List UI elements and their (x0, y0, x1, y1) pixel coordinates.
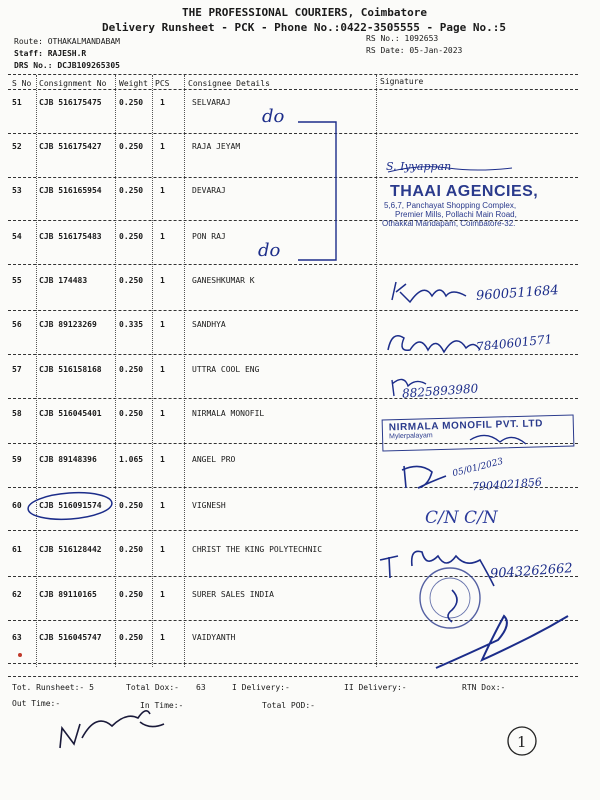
signature-stroke (388, 167, 512, 172)
page-mark: 1 (517, 733, 527, 751)
i-delivery: I Delivery:- (232, 683, 290, 692)
rs-date: RS Date: 05-Jan-2023 (366, 46, 463, 55)
row-weight: 0.250 (119, 98, 144, 107)
row-sno: 57 (12, 365, 22, 374)
row-pcs: 1 (160, 545, 165, 554)
row-sno: 55 (12, 276, 22, 285)
row-consignee: RAJA JEYAM (192, 142, 241, 151)
total-dox-value: 63 (196, 683, 206, 692)
column-header-consignee: Consignee Details (188, 79, 270, 88)
row-consignment: CJB 516128442 (39, 545, 102, 554)
staff-label: Staff: RAJESH.R (14, 49, 87, 58)
stamp-company-name: NIRMALA MONOFIL PVT. LTD (388, 418, 544, 434)
date-note: 05/01/2023 (451, 456, 505, 480)
runsheet-title: Delivery Runsheet - PCK - Phone No.:0422-3505555 - Page No.:5 (102, 21, 506, 34)
signature-row-53: S. Iyyappan (386, 160, 452, 173)
column-header-consignment: Consignment No (39, 79, 107, 88)
ii-delivery: II Delivery:- (344, 683, 407, 692)
stamp-company-name: THAAI AGENCIES, (390, 183, 539, 200)
drs-number: DRS No.: DCJB109265305 (14, 61, 120, 70)
row-pcs: 1 (160, 276, 165, 285)
row-pcs: 1 (160, 409, 165, 418)
row-consignment: CJB 89148396 (39, 455, 97, 464)
row-sno: 54 (12, 232, 22, 241)
row-weight: 0.250 (119, 501, 144, 510)
row-pcs: 1 (160, 455, 165, 464)
cn-note: C/N C/N (425, 508, 498, 528)
signature-stroke (388, 336, 480, 352)
row-sno: 56 (12, 320, 22, 329)
row-weight: 0.250 (119, 232, 144, 241)
row-weight: 0.250 (119, 186, 144, 195)
row-sno: 59 (12, 455, 22, 464)
row-weight: 0.250 (119, 590, 144, 599)
row-weight: 0.250 (119, 545, 144, 554)
row-consignee: SANDHYA (192, 320, 226, 329)
row-consignment: CJB 516158168 (39, 365, 102, 374)
row-consignee: ANGEL PRO (192, 455, 236, 464)
row-weight: 1.065 (119, 455, 144, 464)
rtn-dox: RTN Dox:- (462, 683, 506, 692)
row-consignment: CJB 516045401 (39, 409, 102, 418)
signature-stroke (380, 551, 494, 586)
phone-note: 7840601571 (475, 332, 553, 354)
column-header-sno: S No (12, 79, 32, 88)
row-consignee: CHRIST THE KING POLYTECHNIC (192, 545, 323, 554)
row-weight: 0.250 (119, 409, 144, 418)
row-pcs: 1 (160, 232, 165, 241)
row-sno: 58 (12, 409, 22, 418)
row-pcs: 1 (160, 98, 165, 107)
row-sno: 62 (12, 590, 22, 599)
signature-stroke (402, 466, 446, 488)
row-consignment: CJB 516175475 (39, 98, 102, 107)
row-pcs: 1 (160, 590, 165, 599)
company-title: THE PROFESSIONAL COURIERS, Coimbatore (182, 6, 428, 19)
page-circle (508, 727, 536, 755)
signature-stroke (60, 711, 164, 748)
signature-stroke (470, 435, 526, 444)
total-pod: Total POD:- (262, 701, 315, 710)
phone-note: 9043262662 (489, 561, 574, 582)
row-consignment: CJB 174483 (39, 276, 88, 285)
in-time: In Time:- (140, 701, 184, 710)
row-consignee: SELVARAJ (192, 98, 231, 107)
row-consignment: CJB 89123269 (39, 320, 97, 329)
red-dot (18, 653, 22, 657)
row-pcs: 1 (160, 633, 165, 642)
signature-stroke (436, 616, 568, 668)
row-sno: 52 (12, 142, 22, 151)
row-consignment: CJB 516045747 (39, 633, 102, 642)
row-consignment: CJB 516165954 (39, 186, 102, 195)
row-weight: 0.250 (119, 142, 144, 151)
row-pcs: 1 (160, 501, 165, 510)
phone-note: 7904021856 (471, 475, 543, 494)
row-consignee: VAIDYANTH (192, 633, 236, 642)
stamp-address-line: 5,6,7, Panchayat Shopping Complex, (384, 201, 517, 210)
row-pcs: 1 (160, 142, 165, 151)
row-consignee: GANESHKUMAR K (192, 276, 255, 285)
signature-stroke (392, 282, 466, 302)
row-sno: 63 (12, 633, 22, 642)
row-pcs: 1 (160, 320, 165, 329)
phone-note: 8825893980 (401, 381, 479, 401)
total-dox-label: Total Dox:- (126, 683, 179, 692)
ditto-bracket (298, 122, 336, 260)
row-consignment: CJB 516175483 (39, 232, 102, 241)
stamp-address-line: Premier Mills, Pollachi Main Road, (395, 210, 517, 219)
row-consignment: CJB 516175427 (39, 142, 102, 151)
ditto-mark: do (262, 106, 285, 127)
out-time: Out Time:- (12, 699, 61, 708)
stamp-address-line: Mylerpalayam (388, 432, 433, 441)
row-consignment: CJB 516091574 (39, 501, 102, 510)
row-pcs: 1 (160, 365, 165, 374)
row-weight: 0.250 (119, 276, 144, 285)
row-pcs: 1 (160, 186, 165, 195)
row-consignment: CJB 89110165 (39, 590, 97, 599)
rs-number: RS No.: 1092653 (366, 34, 439, 43)
phone-note: 9600511684 (475, 283, 560, 304)
column-header-pcs: PCS (155, 79, 170, 88)
route-label: Route: OTHAKALMANDABAM (14, 37, 120, 46)
row-consignee: PON RAJ (192, 232, 226, 241)
row-consignee: VIGNESH (192, 501, 226, 510)
row-weight: 0.250 (119, 365, 144, 374)
row-consignee: NIRMALA MONOFIL (192, 409, 265, 418)
row-weight: 0.250 (119, 633, 144, 642)
row-sno: 60 (12, 501, 22, 510)
round-seal (420, 568, 480, 628)
row-sno: 61 (12, 545, 22, 554)
column-header-signature: Signature (380, 77, 424, 86)
ditto-mark: do (258, 240, 281, 261)
row-consignee: SURER SALES INDIA (192, 590, 274, 599)
row-sno: 51 (12, 98, 22, 107)
row-weight: 0.335 (119, 320, 144, 329)
signature-stroke (392, 379, 426, 396)
row-consignee: UTTRA COOL ENG (192, 365, 260, 374)
stamp-address-line: Othakkal Mandapam, Coimbatore-32. (382, 219, 516, 228)
row-sno: 53 (12, 186, 22, 195)
circled-consignment (27, 490, 113, 522)
row-consignee: DEVARAJ (192, 186, 226, 195)
total-runsheet: Tot. Runsheet:- 5 (12, 683, 94, 692)
column-header-weight: Weight (119, 79, 148, 88)
